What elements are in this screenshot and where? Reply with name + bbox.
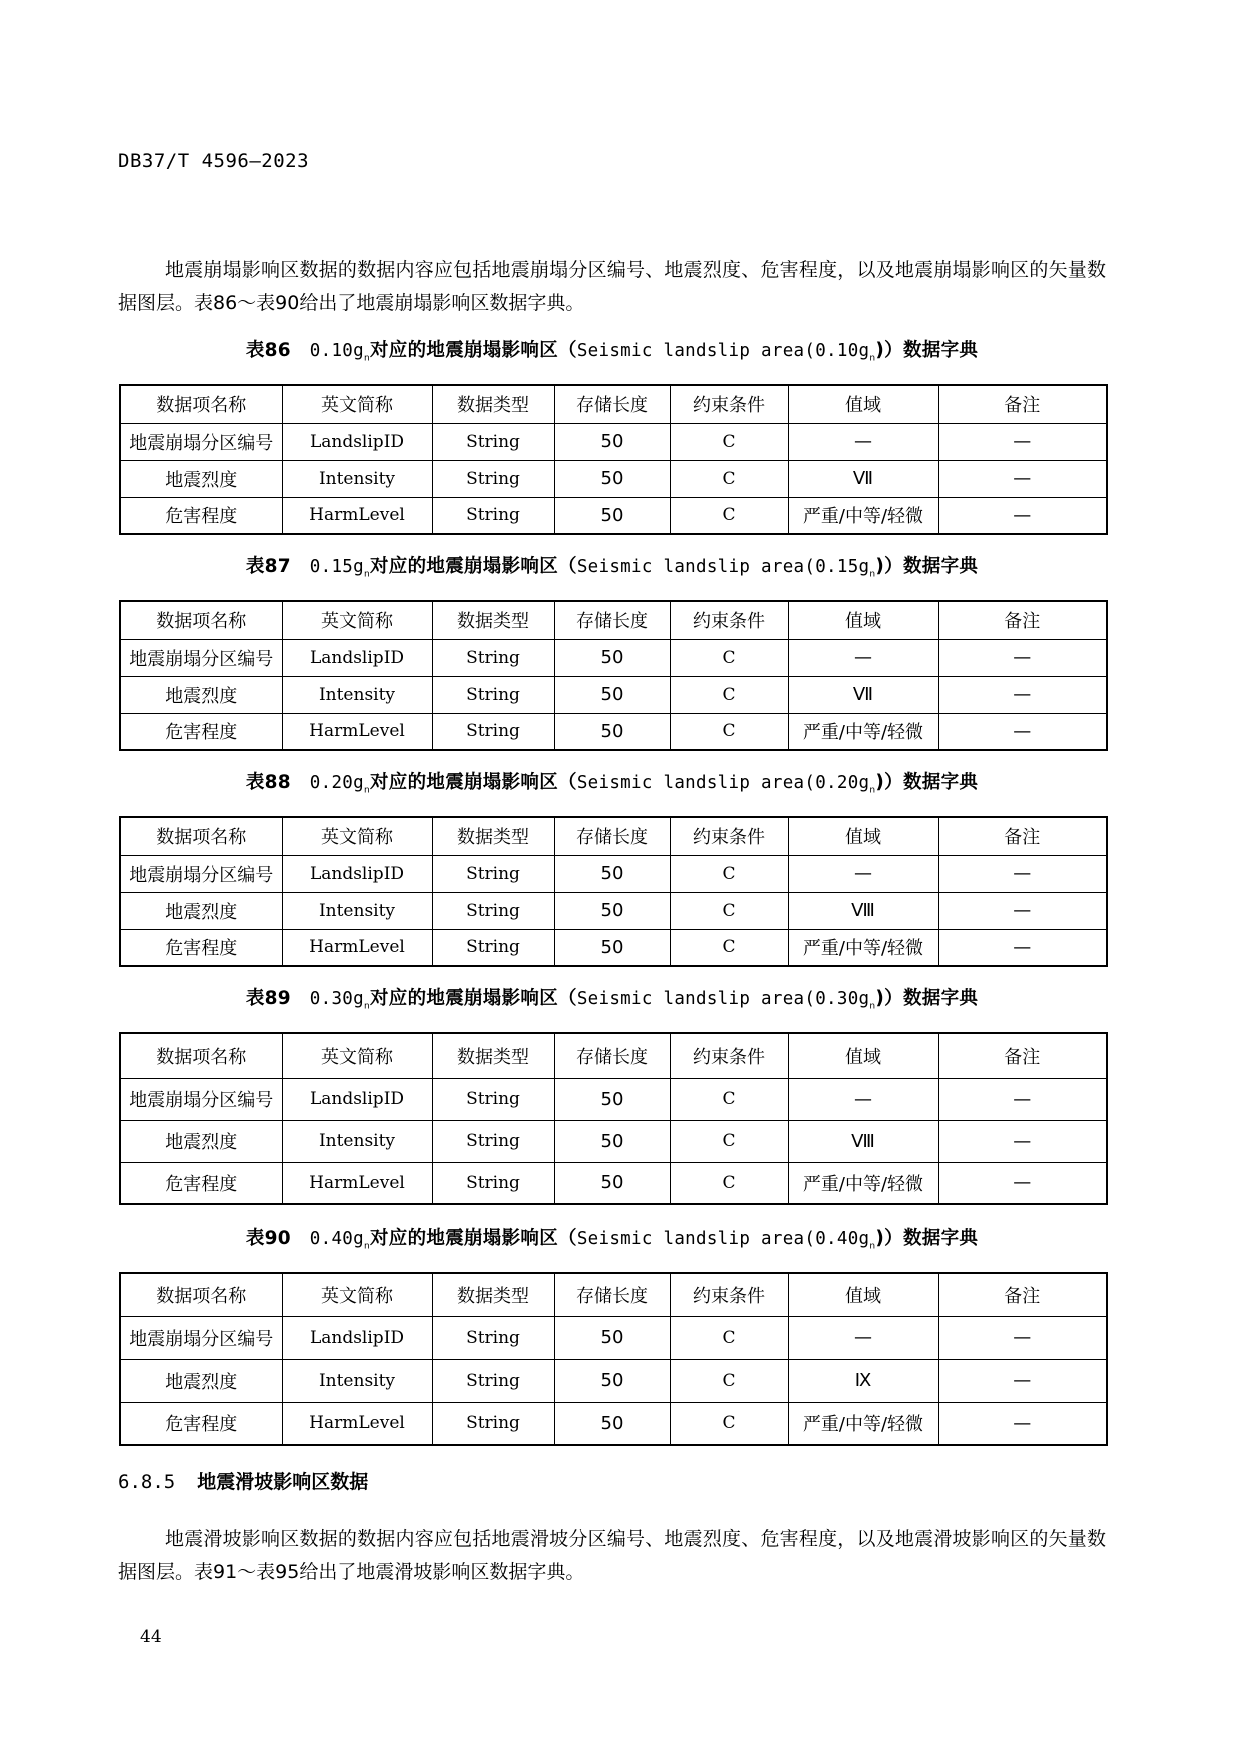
table-cell: Intensity: [282, 1120, 432, 1162]
column-header: 备注: [938, 385, 1107, 423]
column-header: 存储长度: [554, 1033, 670, 1078]
table-cell: —: [938, 713, 1107, 750]
table-cell: C: [670, 423, 788, 460]
table-cell: —: [788, 1316, 938, 1359]
caption-pga: 0.40: [309, 1229, 354, 1249]
table-cell: C: [670, 1162, 788, 1204]
table-cell: String: [432, 423, 554, 460]
caption-sub: n: [363, 1241, 370, 1252]
table-row: [120, 460, 1107, 497]
caption-number: 表89: [245, 988, 291, 1009]
caption-end: 数据字典: [902, 340, 979, 361]
table-cell: C: [670, 1078, 788, 1120]
caption-sub-2: n: [869, 569, 876, 580]
table-caption: [118, 1224, 1106, 1252]
table-cell: String: [432, 1402, 554, 1445]
column-header: 值域: [788, 385, 938, 423]
table-cell: 50: [554, 892, 670, 929]
table-row: [120, 1162, 1107, 1204]
column-header: 数据项名称: [120, 385, 282, 423]
column-header: 英文简称: [282, 601, 432, 639]
caption-g: g: [353, 773, 364, 793]
data-dictionary-table: [119, 1272, 1108, 1446]
table-cell: 地震烈度: [120, 1359, 282, 1402]
table-cell: 50: [554, 676, 670, 713]
caption-mid: 对应的地震崩塌影响区（: [370, 1228, 577, 1249]
table-caption: [118, 768, 1106, 796]
column-header: 数据项名称: [120, 1273, 282, 1316]
table-cell: String: [432, 676, 554, 713]
column-header: 数据类型: [432, 601, 554, 639]
table-cell: 危害程度: [120, 1402, 282, 1445]
caption-end: 数据字典: [902, 988, 979, 1009]
caption-sub-2: n: [869, 1001, 876, 1012]
column-header: 值域: [788, 601, 938, 639]
column-header: 数据类型: [432, 1033, 554, 1078]
table-cell: 严重/中等/轻微: [788, 1162, 938, 1204]
column-header: 数据类型: [432, 1273, 554, 1316]
caption-number: 表87: [245, 556, 291, 577]
caption-pga-2: 0.10: [815, 341, 859, 361]
outro-paragraph: 地震滑坡影响区数据的数据内容应包括地震滑坡分区编号、地震烈度、危害程度，以及地震滑坡影响区的矢量数据图层。表91～表95给出了地震滑坡影响区数据字典。: [118, 1528, 1106, 1583]
caption-g: g: [353, 557, 364, 577]
table-row: [120, 855, 1107, 892]
caption-close: )）: [875, 772, 903, 793]
column-header: 存储长度: [554, 1273, 670, 1316]
table-cell: —: [938, 497, 1107, 534]
caption-pga: 0.15: [309, 557, 354, 577]
table-row: [120, 676, 1107, 713]
caption-gap: [291, 772, 310, 793]
section-number: 6.8.5: [118, 1471, 176, 1493]
column-header: 数据类型: [432, 817, 554, 855]
data-dictionary-table: [119, 1032, 1108, 1205]
table-cell: Ⅷ: [788, 1120, 938, 1162]
caption-number: 表86: [245, 340, 291, 361]
table-cell: HarmLevel: [282, 497, 432, 534]
table-cell: 严重/中等/轻微: [788, 929, 938, 966]
table-cell: Ⅷ: [788, 892, 938, 929]
table-cell: 50: [554, 855, 670, 892]
table-cell: 50: [554, 713, 670, 750]
caption-gap: [291, 556, 310, 577]
column-header: 存储长度: [554, 601, 670, 639]
table-cell: —: [938, 892, 1107, 929]
caption-gap: [291, 988, 310, 1009]
table-cell: 地震崩塌分区编号: [120, 855, 282, 892]
table-cell: 地震烈度: [120, 460, 282, 497]
table-cell: C: [670, 929, 788, 966]
caption-pga: 0.30: [309, 989, 354, 1009]
table-cell: String: [432, 1316, 554, 1359]
table-row: [120, 1120, 1107, 1162]
table-cell: 地震烈度: [120, 1120, 282, 1162]
caption-sub: n: [363, 785, 370, 796]
caption-gap: [291, 1228, 310, 1249]
column-header: 值域: [788, 817, 938, 855]
caption-g-2: g: [858, 341, 870, 361]
table-cell: 50: [554, 1078, 670, 1120]
table-cell: 50: [554, 1359, 670, 1402]
table-cell: 地震崩塌分区编号: [120, 639, 282, 676]
caption-g-2: g: [858, 1229, 870, 1249]
caption-pga-2: 0.40: [815, 1229, 859, 1249]
column-header: 英文简称: [282, 385, 432, 423]
table-cell: 50: [554, 1120, 670, 1162]
column-header: 约束条件: [670, 817, 788, 855]
table-caption: [118, 336, 1106, 364]
caption-g: g: [353, 341, 364, 361]
column-header: 值域: [788, 1273, 938, 1316]
table-cell: —: [938, 639, 1107, 676]
table-cell: HarmLevel: [282, 1402, 432, 1445]
table-cell: String: [432, 1162, 554, 1204]
table-cell: C: [670, 1316, 788, 1359]
caption-mid: 对应的地震崩塌影响区（: [370, 772, 577, 793]
table-cell: —: [938, 1316, 1107, 1359]
caption-pga-2: 0.30: [815, 989, 859, 1009]
column-header: 数据项名称: [120, 817, 282, 855]
table-cell: 地震烈度: [120, 676, 282, 713]
table-cell: —: [788, 639, 938, 676]
table-cell: LandslipID: [282, 639, 432, 676]
caption-mid: 对应的地震崩塌影响区（: [370, 988, 577, 1009]
column-header: 约束条件: [670, 385, 788, 423]
table-cell: 严重/中等/轻微: [788, 497, 938, 534]
table-cell: —: [938, 460, 1107, 497]
table-cell: 50: [554, 1402, 670, 1445]
caption-g: g: [353, 1229, 364, 1249]
table-cell: String: [432, 1120, 554, 1162]
document-id: DB37/T 4596—2023: [118, 150, 310, 172]
table-cell: LandslipID: [282, 855, 432, 892]
page-number: 44: [140, 1627, 162, 1647]
table-cell: C: [670, 855, 788, 892]
table-cell: 地震崩塌分区编号: [120, 423, 282, 460]
data-dictionary-table: [119, 384, 1108, 535]
table-cell: —: [938, 1359, 1107, 1402]
column-header: 备注: [938, 1273, 1107, 1316]
column-header: 备注: [938, 1033, 1107, 1078]
caption-close: )）: [875, 1228, 903, 1249]
table-cell: 危害程度: [120, 929, 282, 966]
table-cell: 地震崩塌分区编号: [120, 1078, 282, 1120]
table-cell: String: [432, 929, 554, 966]
data-dictionary-table: [119, 816, 1108, 967]
table-cell: 50: [554, 639, 670, 676]
caption-sub: n: [363, 1001, 370, 1012]
table-cell: C: [670, 497, 788, 534]
data-dictionary-table: [119, 600, 1108, 751]
table-cell: 50: [554, 497, 670, 534]
caption-en: Seismic landslip area(: [576, 557, 816, 577]
table-row: [120, 1359, 1107, 1402]
column-header: 数据类型: [432, 385, 554, 423]
table-cell: 地震烈度: [120, 892, 282, 929]
caption-sub-2: n: [869, 1241, 876, 1252]
table-cell: —: [938, 1162, 1107, 1204]
table-cell: C: [670, 1120, 788, 1162]
table-cell: C: [670, 892, 788, 929]
column-header: 备注: [938, 601, 1107, 639]
table-cell: Intensity: [282, 892, 432, 929]
table-row: [120, 713, 1107, 750]
table-cell: 危害程度: [120, 713, 282, 750]
table-cell: —: [788, 423, 938, 460]
table-cell: C: [670, 460, 788, 497]
caption-en: Seismic landslip area(: [576, 341, 816, 361]
section-title: 地震滑坡影响区数据: [197, 1471, 369, 1493]
table-cell: 50: [554, 460, 670, 497]
table-cell: 危害程度: [120, 497, 282, 534]
table-cell: —: [938, 855, 1107, 892]
column-header: 约束条件: [670, 1033, 788, 1078]
caption-pga: 0.10: [309, 341, 354, 361]
table-cell: —: [938, 423, 1107, 460]
caption-en: Seismic landslip area(: [576, 773, 816, 793]
table-cell: C: [670, 676, 788, 713]
table-cell: —: [788, 1078, 938, 1120]
table-cell: String: [432, 1359, 554, 1402]
table-cell: —: [938, 1078, 1107, 1120]
caption-mid: 对应的地震崩塌影响区（: [370, 340, 577, 361]
table-cell: String: [432, 1078, 554, 1120]
table-cell: C: [670, 713, 788, 750]
table-cell: 严重/中等/轻微: [788, 713, 938, 750]
caption-gap: [291, 340, 310, 361]
caption-sub: n: [363, 353, 370, 364]
caption-sub-2: n: [869, 353, 876, 364]
caption-g-2: g: [858, 989, 870, 1009]
table-caption: [118, 984, 1106, 1012]
table-cell: String: [432, 639, 554, 676]
table-cell: Intensity: [282, 460, 432, 497]
table-row: [120, 929, 1107, 966]
column-header: 约束条件: [670, 601, 788, 639]
table-caption: [118, 552, 1106, 580]
table-cell: 50: [554, 423, 670, 460]
table-cell: String: [432, 855, 554, 892]
table-cell: 50: [554, 1316, 670, 1359]
table-cell: —: [938, 676, 1107, 713]
table-cell: Intensity: [282, 1359, 432, 1402]
caption-pga-2: 0.15: [815, 557, 859, 577]
table-row: [120, 639, 1107, 676]
table-row: [120, 1078, 1107, 1120]
table-cell: LandslipID: [282, 1078, 432, 1120]
table-header-row: [120, 1033, 1107, 1078]
caption-end: 数据字典: [902, 772, 979, 793]
section-heading: [118, 1467, 368, 1494]
table-cell: 50: [554, 929, 670, 966]
table-cell: 地震崩塌分区编号: [120, 1316, 282, 1359]
table-header-row: [120, 385, 1107, 423]
table-cell: LandslipID: [282, 423, 432, 460]
caption-pga: 0.20: [309, 773, 354, 793]
caption-end: 数据字典: [902, 1228, 979, 1249]
column-header: 存储长度: [554, 817, 670, 855]
column-header: 数据项名称: [120, 1033, 282, 1078]
table-cell: String: [432, 892, 554, 929]
column-header: 英文简称: [282, 1273, 432, 1316]
caption-g-2: g: [858, 773, 870, 793]
intro-paragraph: 地震崩塌影响区数据的数据内容应包括地震崩塌分区编号、地震烈度、危害程度，以及地震崩塌影响区的矢量数据图层。表86～表90给出了地震崩塌影响区数据字典。: [118, 259, 1106, 314]
caption-close: )）: [875, 340, 903, 361]
column-header: 数据项名称: [120, 601, 282, 639]
caption-pga-2: 0.20: [815, 773, 859, 793]
caption-en: Seismic landslip area(: [576, 989, 816, 1009]
table-cell: Ⅸ: [788, 1359, 938, 1402]
table-row: [120, 892, 1107, 929]
caption-end: 数据字典: [902, 556, 979, 577]
table-cell: HarmLevel: [282, 1162, 432, 1204]
caption-mid: 对应的地震崩塌影响区（: [370, 556, 577, 577]
table-cell: 严重/中等/轻微: [788, 1402, 938, 1445]
column-header: 英文简称: [282, 1033, 432, 1078]
table-row: [120, 1316, 1107, 1359]
table-cell: LandslipID: [282, 1316, 432, 1359]
column-header: 值域: [788, 1033, 938, 1078]
table-cell: Ⅶ: [788, 676, 938, 713]
table-row: [120, 1402, 1107, 1445]
table-cell: HarmLevel: [282, 713, 432, 750]
table-cell: —: [788, 855, 938, 892]
column-header: 英文简称: [282, 817, 432, 855]
caption-sub-2: n: [869, 785, 876, 796]
table-cell: —: [938, 1402, 1107, 1445]
table-header-row: [120, 817, 1107, 855]
table-cell: C: [670, 1402, 788, 1445]
caption-g: g: [353, 989, 364, 1009]
caption-en: Seismic landslip area(: [576, 1229, 816, 1249]
table-cell: 危害程度: [120, 1162, 282, 1204]
table-row: [120, 497, 1107, 534]
table-cell: Intensity: [282, 676, 432, 713]
column-header: 备注: [938, 817, 1107, 855]
column-header: 约束条件: [670, 1273, 788, 1316]
table-cell: C: [670, 639, 788, 676]
table-header-row: [120, 1273, 1107, 1316]
table-cell: 50: [554, 1162, 670, 1204]
column-header: 存储长度: [554, 385, 670, 423]
table-cell: C: [670, 1359, 788, 1402]
caption-number: 表88: [245, 772, 291, 793]
table-cell: String: [432, 497, 554, 534]
table-cell: String: [432, 460, 554, 497]
caption-number: 表90: [245, 1228, 291, 1249]
table-cell: —: [938, 1120, 1107, 1162]
table-row: [120, 423, 1107, 460]
caption-close: )）: [875, 556, 903, 577]
table-header-row: [120, 601, 1107, 639]
table-cell: —: [938, 929, 1107, 966]
caption-g-2: g: [858, 557, 870, 577]
table-cell: Ⅶ: [788, 460, 938, 497]
table-cell: HarmLevel: [282, 929, 432, 966]
table-cell: String: [432, 713, 554, 750]
caption-close: )）: [875, 988, 903, 1009]
caption-sub: n: [363, 569, 370, 580]
